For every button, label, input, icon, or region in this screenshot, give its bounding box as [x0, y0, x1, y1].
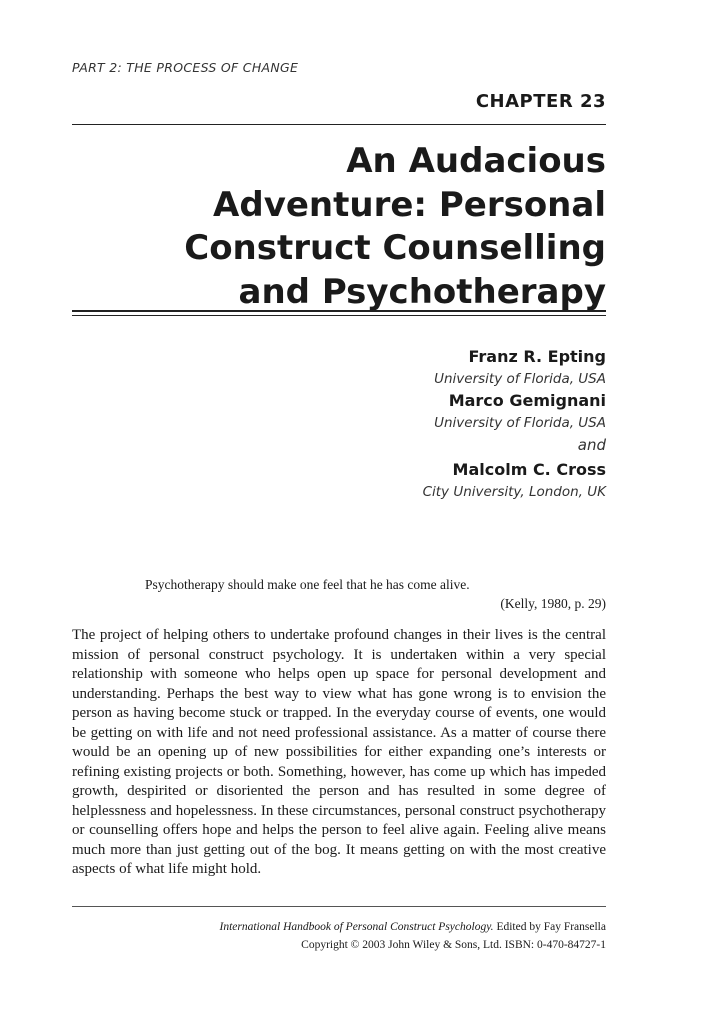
- epigraph: [145, 575, 606, 613]
- author-affiliation: City University, London, UK: [422, 484, 606, 500]
- title-line: Adventure: Personal: [213, 184, 606, 225]
- author-affiliation: University of Florida, USA: [434, 415, 606, 431]
- epigraph-citation: (Kelly, 1980, p. 29): [500, 596, 606, 611]
- part-label: PART 2: THE PROCESS OF CHANGE: [72, 60, 299, 75]
- author-block: [206, 345, 606, 502]
- body-paragraph: The project of helping others to undertake profound changes in their lives is the central mission of personal construct psychology. It is undertaken within a very special relationship with someone who helps open up space for personal development and understanding. Perhaps the best way to view what has gone wrong is to envision the person as having become stuck or trapped. In the everyday course of events, one would be getting on with life and not need professional assistance. As a matter of course there would be an opening up of new possibilities for either expanding one’s interests or refining existing projects or both. Something, however, has come up which has impeded growth, despirited or disoriented the person and has resulted in some degree of helplessness and hopelessness. In these circumstances, personal construct psychotherapy or counselling offers hope and helps the person to feel alive again. Feeling alive means much more than just getting out of the bog. It means getting on with the most creative aspects of what life might hold.: [72, 627, 606, 877]
- author-name: Malcolm C. Cross: [452, 460, 606, 479]
- title-line: and Psychotherapy: [238, 271, 606, 312]
- chapter-title: [86, 140, 606, 314]
- author-name: Marco Gemignani: [448, 391, 606, 410]
- title-line: Construct Counselling: [184, 228, 606, 268]
- title-rule-thick: [72, 310, 606, 312]
- epigraph-quote: Psychotherapy should make one feel that he has come alive.: [145, 577, 470, 592]
- author-affiliation: University of Florida, USA: [434, 371, 606, 387]
- author-conjunction: and: [577, 436, 606, 454]
- title-line: An Audacious: [346, 141, 606, 181]
- footer-book-title: International Handbook of Personal Construct Psychology.: [219, 921, 494, 933]
- footer-source: [72, 918, 606, 936]
- footer-copyright: Copyright © 2003 John Wiley & Sons, Ltd. ISBN: 0-470-84727-1: [301, 939, 606, 951]
- author-name: Franz R. Epting: [468, 347, 606, 366]
- footer-rule: [72, 906, 606, 907]
- chapter-label: CHAPTER 23: [475, 91, 606, 112]
- title-rule-thin: [72, 315, 606, 316]
- top-rule: [72, 124, 606, 125]
- footer-editor: Edited by Fay Fransella: [496, 921, 606, 933]
- footer: [72, 918, 606, 954]
